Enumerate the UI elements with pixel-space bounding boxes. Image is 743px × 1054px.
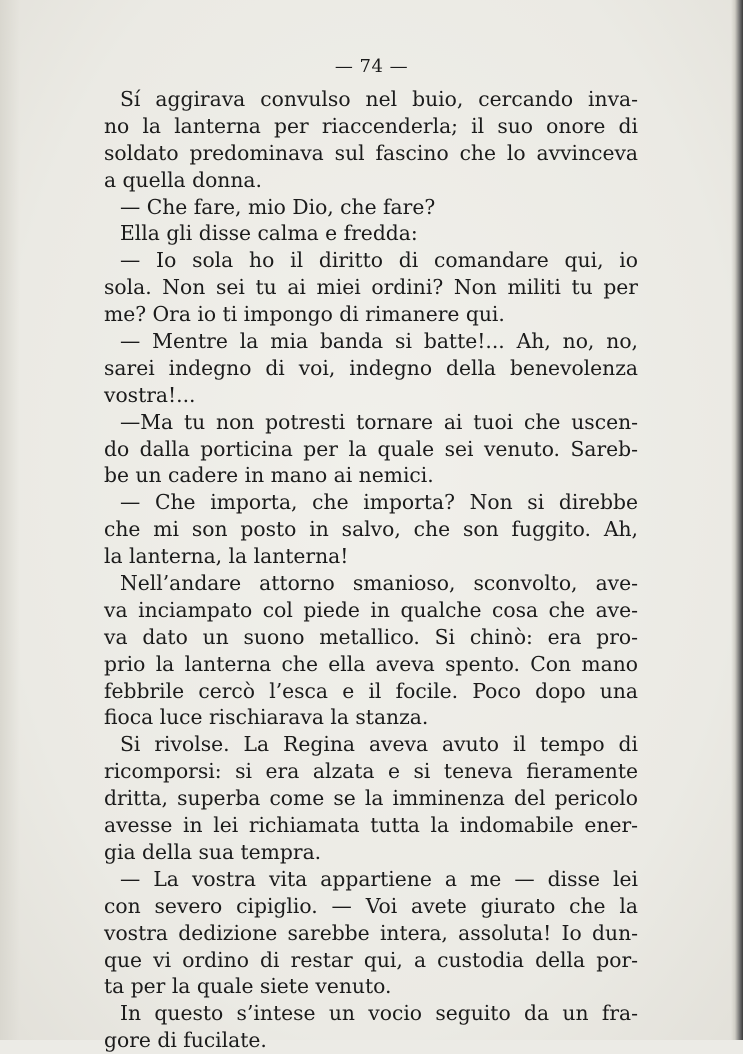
page-number: — 74 —: [334, 56, 409, 77]
text-line: fioca luce rischiarava la stanza.: [104, 705, 429, 730]
page-left-shadow: [0, 0, 20, 1040]
text-line: — Che fare, mio Dio, che fare?: [120, 194, 436, 219]
text-line: va dato un suono metallico. Si chinò: era pro-: [104, 624, 638, 649]
text-line: che mi son posto in salvo, che son fuggito. Ah,: [104, 517, 638, 542]
text-line: avesse in lei richiamata tutta la indomabile ener-: [104, 813, 638, 838]
text-line: vostra!...: [104, 382, 196, 407]
text-line: no la lanterna per riaccenderla; il suo onore di: [104, 113, 638, 138]
text-line: con severo cipiglio. — Voi avete giurato che la: [104, 893, 638, 918]
text-line: dritta, superba come se la imminenza del pericolo: [104, 786, 638, 811]
page-right-binding-edge: [731, 0, 743, 1040]
text-line: — Che importa, che importa? Non si direbbe: [120, 490, 638, 515]
text-line: be un cadere in mano ai nemici.: [104, 463, 434, 488]
text-line: Si rivolse. La Regina aveva avuto il tempo di: [120, 732, 638, 757]
text-line: ricomporsi: si era alzata e si teneva fieramente: [104, 759, 638, 784]
body-text: [104, 86, 638, 1054]
text-line: —Ma tu non potresti tornare ai tuoi che uscen-: [120, 409, 638, 434]
text-line: Sí aggirava convulso nel buio, cercando inva-: [120, 87, 638, 111]
text-line: — Io sola ho il diritto di comandare qui, io: [120, 248, 638, 273]
text-line: vostra dedizione sarebbe intera, assoluta! Io dun-: [104, 920, 638, 945]
text-line: soldato predominava sul fascino che lo avvinceva: [104, 140, 638, 165]
text-line: ta per la quale siete venuto.: [104, 974, 392, 999]
text-line: gia della sua tempra.: [104, 839, 322, 864]
text-line: a quella donna.: [104, 167, 262, 192]
text-line: sola. Non sei tu ai miei ordini? Non militi tu per: [104, 275, 638, 300]
text-line: prio la lanterna che ella aveva spento. Con mano: [104, 651, 638, 676]
text-line: gore di fucilate.: [104, 1028, 267, 1053]
text-line: febbrile cercò l’esca e il focile. Poco dopo una: [104, 678, 638, 703]
text-line: — Mentre la mia banda si batte!... Ah, no, no,: [120, 329, 638, 354]
text-line: va inciampato col piede in qualche cosa che ave-: [104, 597, 638, 622]
text-line: Ella gli disse calma e fredda:: [120, 221, 418, 246]
text-line: Nell’andare attorno smanioso, sconvolto, ave-: [120, 571, 638, 596]
text-line: la lanterna, la lanterna!: [104, 544, 349, 569]
text-line: In questo s’intese un vocio seguito da un fra-: [120, 1001, 638, 1026]
text-line: que vi ordino di restar qui, a custodia della por-: [104, 947, 638, 972]
text-line: me? Ora io ti impongo di rimanere qui.: [104, 302, 505, 327]
text-line: do dalla porticina per la quale sei venuto. Sareb-: [104, 436, 638, 461]
text-line: sarei indegno di voi, indegno della benevolenza: [104, 355, 638, 380]
text-line: — La vostra vita appartiene a me — disse lei: [120, 866, 638, 891]
